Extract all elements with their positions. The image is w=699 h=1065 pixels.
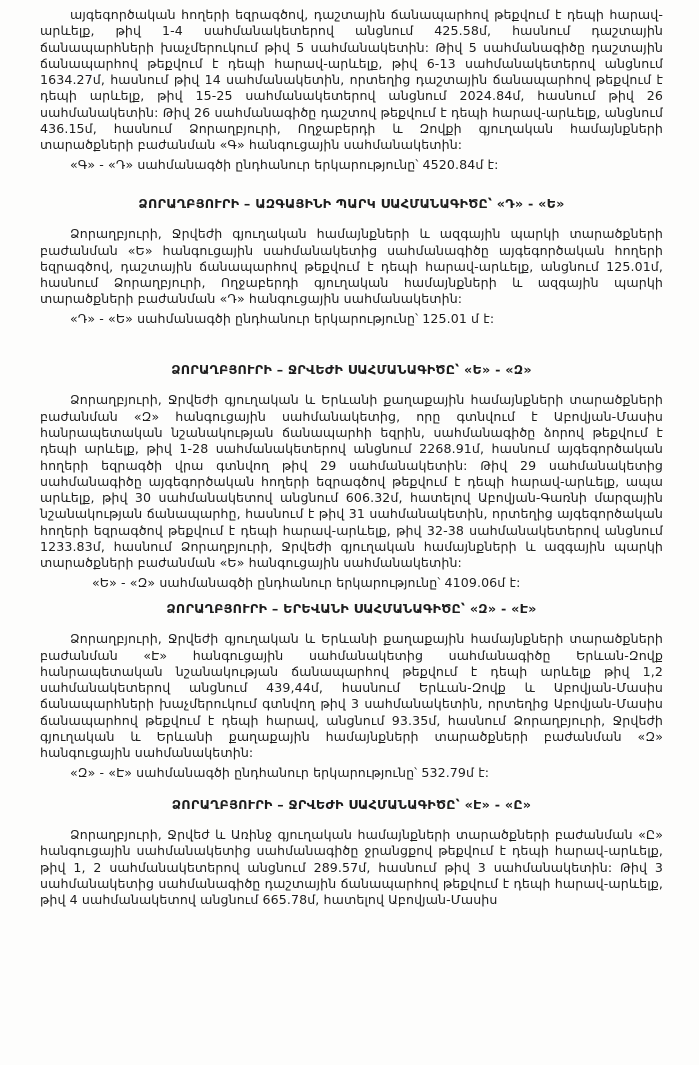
boundary-total-length: «Գ» - «Դ» սահմանագծի ընդհանուր երկարությունը՝ 4520.84մ է: — [70, 156, 499, 172]
section-boundary-tail — [40, 7, 663, 173]
section-yerevan-boundary — [40, 602, 663, 781]
section-heading: ՁՈՐԱՂԲՅՈՒՐԻ – ՋՐՎԵԺԻ ՍԱՀՄԱՆԱԳԻԾԸ՝ «Ե» - «Զ» — [171, 363, 532, 379]
section-heading: ՁՈՐԱՂԲՅՈՒՐԻ – ԵՐԵՎԱՆԻ ՍԱՀՄԱՆԱԳԻԾԸ՝ «Զ» - «Է» — [166, 601, 537, 617]
section-jrvezh-boundary-e-y — [40, 798, 663, 909]
boundary-description-paragraph: այգեգործական հողերի եզրագծով, դաշտային ճանապարհով թեքվում է դեպի հարավ-արևելք, թիվ 1-4 սահմանակետերով անցնում 425.58մ, հասնում դաշտային ճանապարհների խաչմերուկում թիվ 5 սահմանակետին: Թիվ 5 սահմանագիծը դաշտային ճանապարհով թեքվում է դեպի հարավ-արևելք, թիվ 6-13 սահմանակետերով անցնում 1634.27մ, հասնում թիվ 14 սահմանակետին, որտեղից դաշտային ճանապարհով թեքվում է դեպի արևելք, թիվ 15-25 սահմանակետերով անցնում 2024.84մ, հասնում թիվ 26 սահմանակետին: Թիվ 26 սահմանագիծը դաշտով թեքվում է դեպի հարավ-արևելք, անցնում 436.15մ, հասնում Ձորաղբյուրի, Ողջաբերդի և Զովքի գյուղական համայնքների տարածքների բաժանման «Գ» հանգուցային սահմանակետին: — [40, 7, 663, 153]
section-heading: ՁՈՐԱՂԲՅՈՒՐԻ – ԱԶԳԱՅԻՆԻ ՊԱՐԿ ՍԱՀՄԱՆԱԳԻԾԸ՝ «Դ» - «Ե» — [138, 196, 565, 212]
section-jrvezh-boundary-e-z — [40, 363, 663, 591]
boundary-total-length: «Զ» - «Է» սահմանագծի ընդհանուր երկարությունը՝ 532.79մ է: — [70, 764, 490, 780]
section-national-park-boundary — [40, 197, 663, 327]
boundary-description-paragraph: Ձորաղբյուրի, Ջրվեժի գյուղական համայնքների և ազգային պարկի տարածքների բաժանման «Ե» հանգուցային սահմանակետից սահմանագիծը այգեգործական հողերի եզրագծով, դաշտային ճանապարհով թեքվում է դեպի հարավ-արևելք, անցնում 125.01մ, հասնում Ձորաղբյուրի, Ողջաբերդի գյուղական համայնքների և ազգային պարկի տարածքների բաժանման «Դ» հանգուցային սահմանակետին: — [40, 226, 663, 307]
boundary-total-length: «Ե» - «Զ» սահմանագծի ընդհանուր երկարությունը՝ 4109.06մ է: — [92, 574, 521, 590]
boundary-description-paragraph: Ձորաղբյուրի, Ջրվեժի գյուղական և Երևանի քաղաքային համայնքների տարածքների բաժանման «Զ» հանգուցային սահմանակետից, որը գտնվում է Աբովյան-Մասիս հանրապետական նշանակության ճանապարհի եզրին, սահմանագիծը ձորով թեքվում է դեպի արևելք, թիվ 1-28 սահմանակետերով անցնում 2268.91մ, հասնում այգեգործական հողերի եզրագծի վրա գտնվող թիվ 29 սահմանակետին: Թիվ 29 սահմանակետից սահմանագիծը այգեգործական հողերի եզրագծով թեքվում է դեպի հարավ-արևելք, ապա արևելք, թիվ 30 սահմանակետով անցնում 606.32մ, հատելով Աբովյան-Գառնի մարզային նշանակության ճանապարհը, հասնում է թիվ 31 սահմանակետին, որտեղից այգեգործական հողերի եզրագծով թեքվում է դեպի հարավ-արևելք, թիվ 32-38 սահմանակետերով անցնում 1233.83մ, հասնում Ձորաղբյուրի, Ջրվեժի գյուղական համայնքների և ազգային պարկի տարածքների բաժանման «Ե» հանգուցային սահմանակետին: — [40, 392, 663, 571]
boundary-description-paragraph: Ձորաղբյուրի, Ջրվեժ և Առինջ գյուղական համայնքների տարածքների բաժանման «Ը» հանգուցային սահմանակետից սահմանագիծը ջրանցքով թեքվում է դեպի հարավ-արևելք, թիվ 1, 2 սահմանակետերով անցնում 289.57մ, հասնում թիվ 3 սահմանակետին: Թիվ 3 սահմանակետից սահմանագիծը դաշտային ճանապարհով թեքվում է դեպի հարավ-արևելք, թիվ 4 սահմանակետով անցնում 665.78մ, հատելով Աբովյան-Մասիս — [40, 827, 663, 908]
boundary-total-length: «Դ» - «Ե» սահմանագծի ընդհանուր երկարությունը՝ 125.01 մ է: — [70, 310, 495, 326]
section-heading: ՁՈՐԱՂԲՅՈՒՐԻ – ՋՐՎԵԺԻ ՍԱՀՄԱՆԱԳԻԾԸ՝ «Է» - «Ը» — [171, 797, 532, 813]
boundary-description-paragraph: Ձորաղբյուրի, Ջրվեժի գյուղական և Երևանի քաղաքային համայնքների տարածքների բաժանման «Է» հանգուցային սահմանակետից սահմանագիծը Երևան-Զովք հանրապետական նշանակության ճանապարհով թեքվում է դեպի արևելք թիվ 1,2 սահմանակետերով անցնում 439,44մ, հասնում Երևան-Զովք և Աբովյան-Մասիս ճանապարհների խաչմերուկում գտնվող թիվ 3 սահմանակետին, որտեղից Աբովյան-Մասիս ճանապարհով թեքվում է դեպի հարավ, անցնում 93.35մ, հասնում Ձորաղբյուրի, Ջրվեժի գյուղական և Երևանի քաղաքային համայնքների տարածքների բաժանման «Զ» հանգուցային սահմանակետին: — [40, 631, 663, 761]
